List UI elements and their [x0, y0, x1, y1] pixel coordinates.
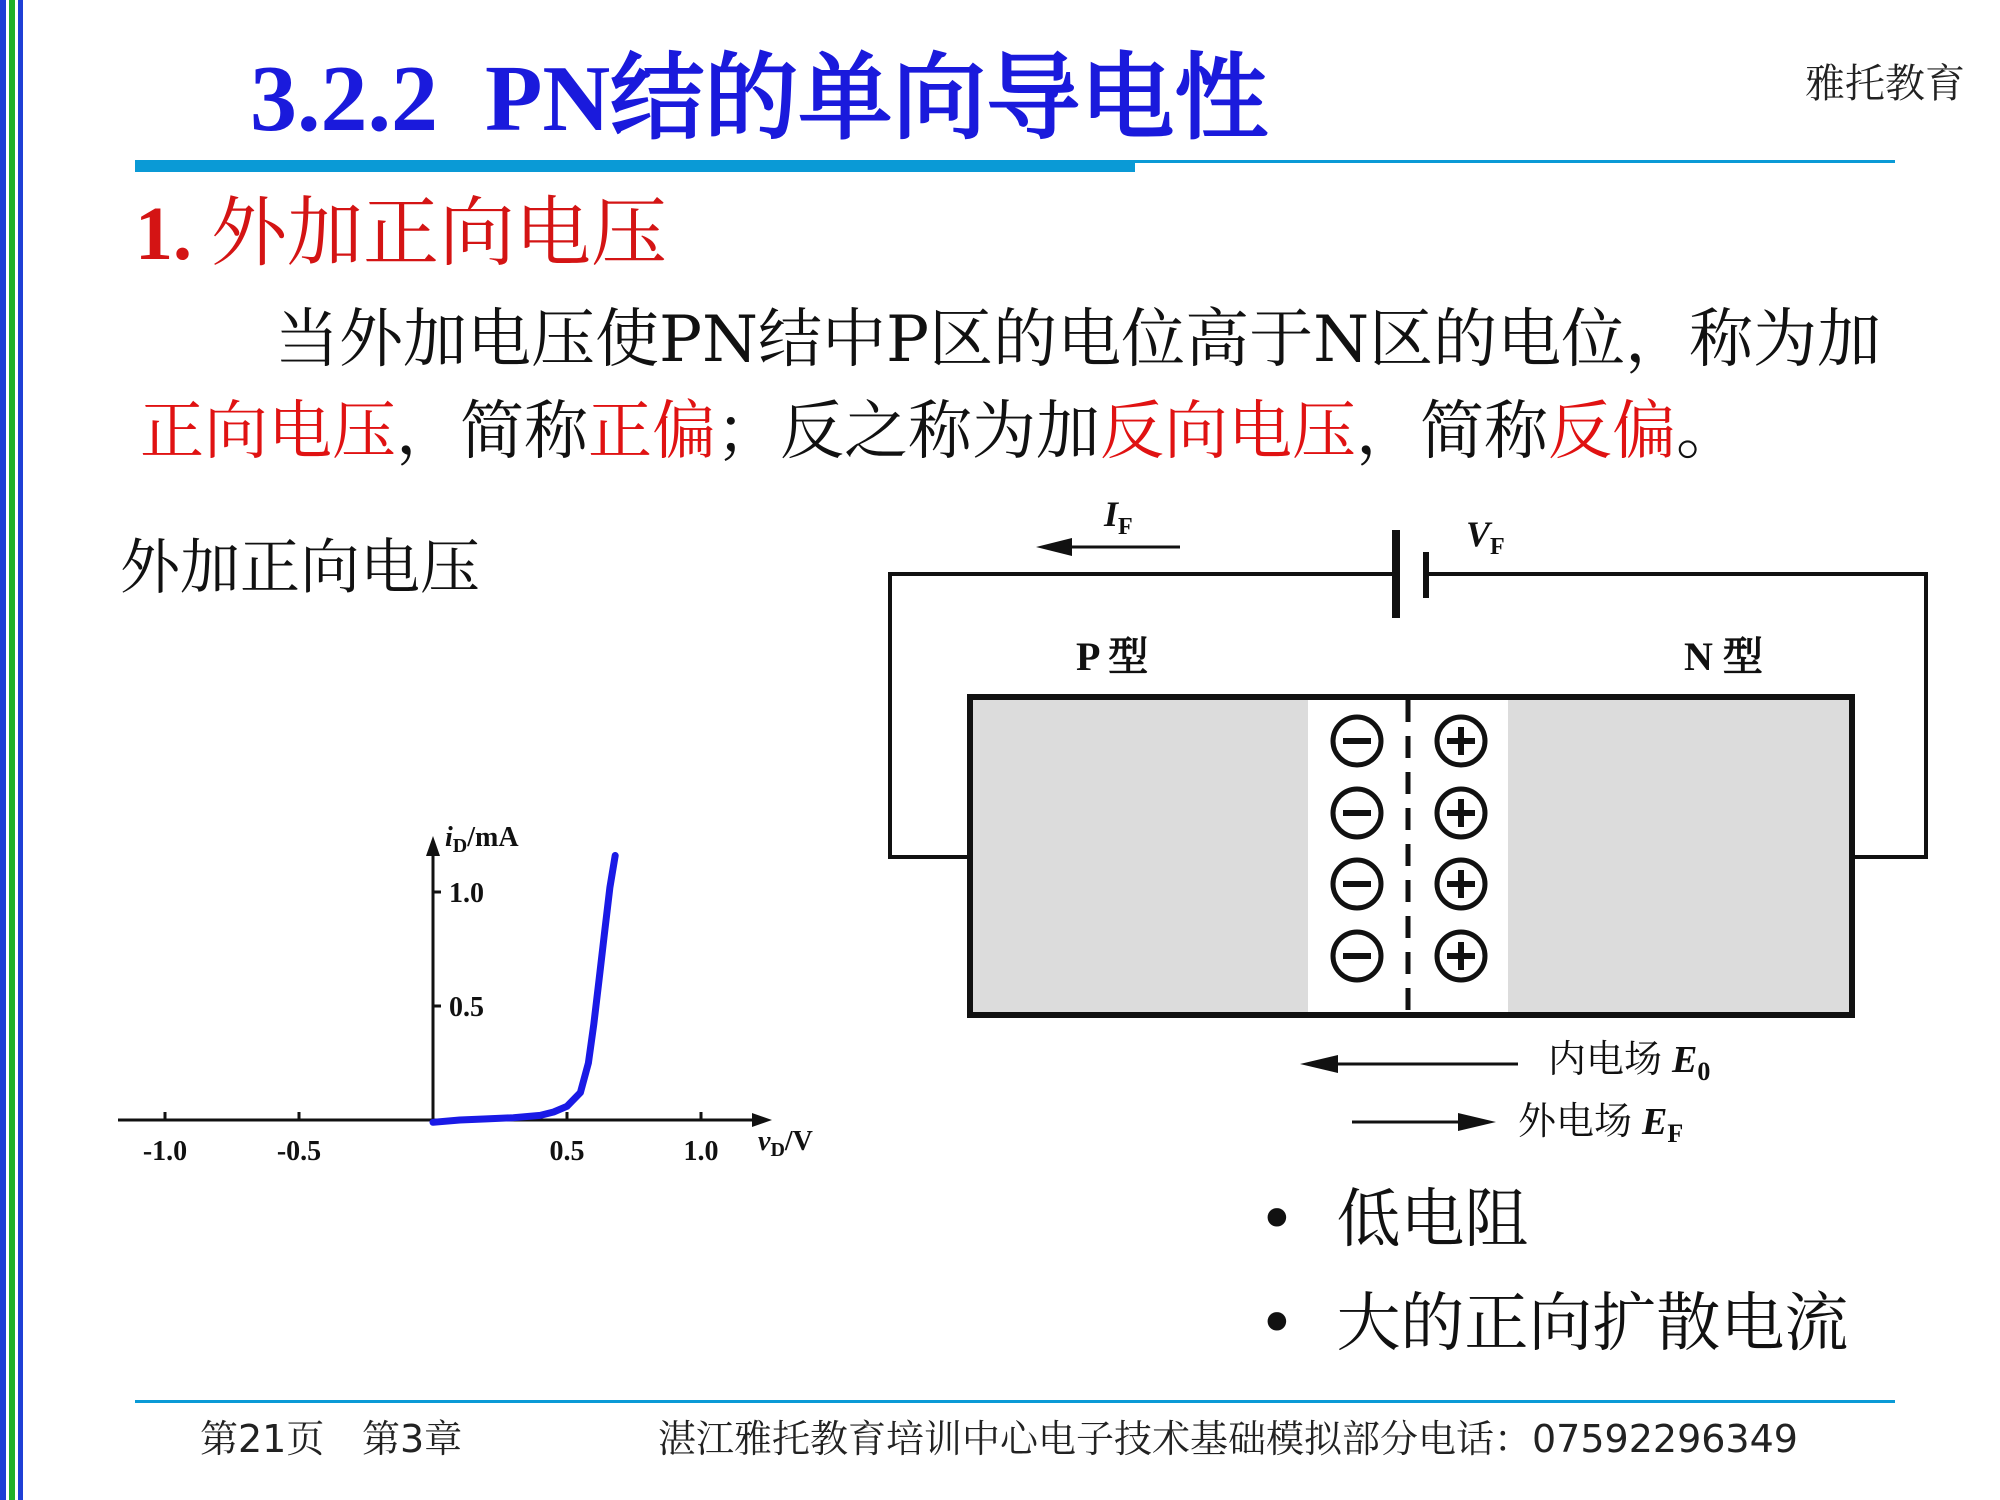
y-axis-label: $i_D/mA$ [445, 822, 519, 857]
paragraph-line-1: 当外加电压使PN结中P区的电位高于N区的电位，称为加 [275, 303, 1882, 377]
voltage-label: $V_F$ [1466, 514, 1505, 560]
inner-field-arrow-head [1300, 1055, 1338, 1073]
x-axis-label: $v_D/V$ [758, 1126, 813, 1161]
outer-field-label: 外电场 $E_F$ [1518, 1101, 1684, 1148]
x-tick-label: -0.5 [276, 1136, 322, 1167]
footer-chapter: 第3章 [362, 1417, 463, 1461]
para-part: 正向电压 [140, 395, 396, 469]
footer-page: 第21页 [200, 1417, 325, 1461]
para-part: 正偏 [588, 395, 716, 469]
n-type-label: N 型 [1684, 634, 1763, 679]
para-part: ，简称 [1356, 395, 1548, 469]
para-part: ，简称 [396, 395, 588, 469]
section-title: 外加正向电压 [211, 192, 667, 276]
title-text: PN结的单向导电性 [485, 47, 1269, 151]
current-label: $I_F$ [1104, 494, 1133, 540]
y-tick-label: 1.0 [449, 878, 484, 909]
para-part: 。 [1676, 395, 1740, 469]
para-part: 反向电压 [1100, 395, 1356, 469]
section-number: 1. [135, 192, 192, 276]
brand-label: 雅托教育 [1805, 61, 1965, 107]
bullet-text: 大的正向扩散电流 [1336, 1287, 1849, 1361]
footer-rule [135, 1400, 1895, 1403]
x-tick-label: 1.0 [683, 1136, 719, 1167]
title-number: 3.2.2 [250, 47, 438, 151]
outer-field-arrow-head [1458, 1113, 1496, 1131]
n-region [1508, 697, 1852, 1015]
y-tick-label: 0.5 [449, 992, 484, 1023]
inner-field-label: 内电场 $E_0$ [1548, 1039, 1711, 1086]
bullet-text: 低电阻 [1336, 1183, 1529, 1257]
footer-info: 湛江雅托教育培训中心电子技术基础模拟部分电话：07592296349 [658, 1417, 1798, 1461]
para-part: 反偏 [1548, 395, 1676, 469]
p-region [970, 697, 1308, 1015]
para-part: ；反之称为加 [716, 395, 1100, 469]
forward-voltage-label: 外加正向电压 [120, 533, 480, 603]
bullet-forward-current: • 大的正向扩散电流 [1258, 1287, 1849, 1361]
x-tick-label: -1.0 [142, 1136, 188, 1167]
p-type-label: P 型 [1076, 634, 1149, 679]
x-tick-label: 0.5 [549, 1136, 585, 1167]
bullet-low-resistance: • 低电阻 [1258, 1183, 1529, 1257]
current-arrow-head [1036, 538, 1072, 556]
